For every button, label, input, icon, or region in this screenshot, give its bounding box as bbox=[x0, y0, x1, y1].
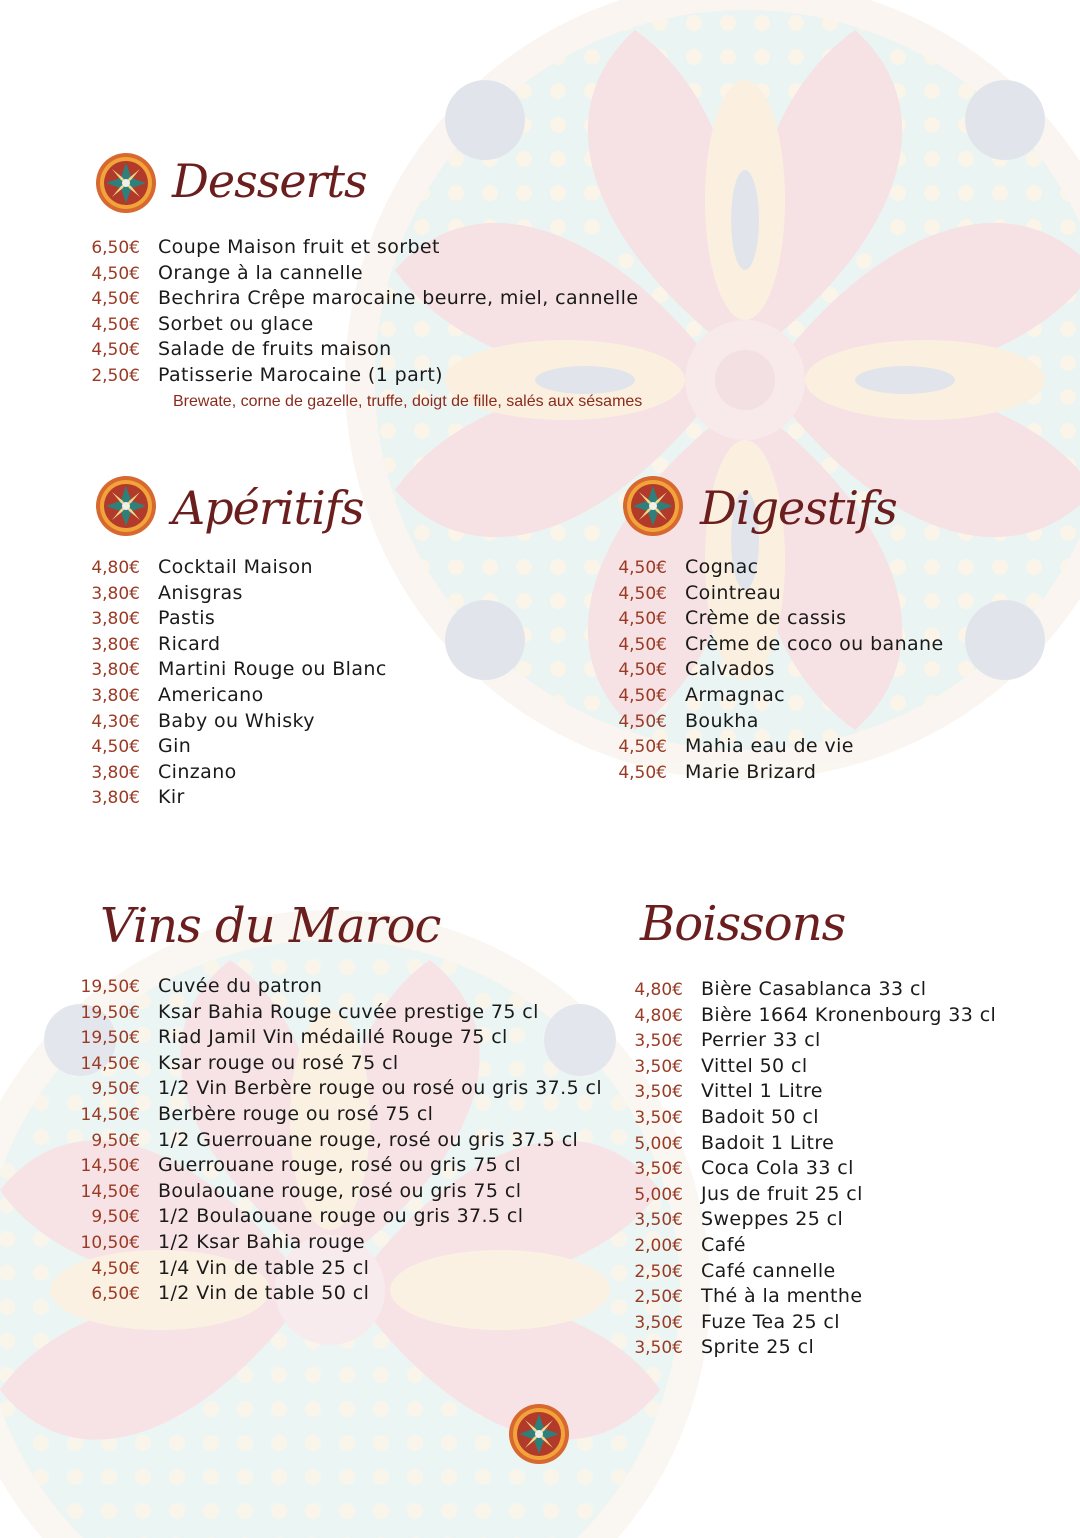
list-item bbox=[0, 364, 638, 390]
item-price: 14,50€ bbox=[80, 1104, 140, 1125]
item-name: Bechrira Crêpe marocaine beurre, miel, cannelle bbox=[158, 287, 639, 310]
item-price: 4,50€ bbox=[91, 737, 140, 758]
item-name: Patisserie Marocaine (1 part) bbox=[158, 363, 443, 386]
item-price: 19,50€ bbox=[80, 977, 140, 997]
list-item bbox=[527, 607, 944, 633]
item-name: Crème de coco ou banane bbox=[685, 632, 944, 655]
item-price: 9,50€ bbox=[91, 1130, 140, 1151]
list-item bbox=[527, 633, 944, 659]
list-item bbox=[0, 1129, 602, 1155]
item-price: 2,50€ bbox=[634, 1287, 683, 1308]
item-name: Sorbet ou glace bbox=[158, 312, 314, 335]
item-name: Boukha bbox=[685, 709, 759, 732]
item-price: 3,50€ bbox=[634, 1107, 683, 1128]
item-price: 3,50€ bbox=[634, 1056, 683, 1077]
item-name: Vittel 50 cl bbox=[701, 1054, 808, 1077]
item-name: Cocktail Maison bbox=[158, 556, 313, 578]
list-item bbox=[527, 556, 944, 582]
list-item bbox=[543, 1311, 996, 1337]
item-price: 3,50€ bbox=[634, 1031, 683, 1052]
boissons-title: Boissons bbox=[640, 896, 846, 952]
list-item bbox=[0, 761, 387, 787]
list-item bbox=[543, 1106, 996, 1132]
list-item bbox=[527, 684, 944, 710]
list-item bbox=[543, 1285, 996, 1311]
item-price: 6,50€ bbox=[91, 1284, 140, 1305]
item-name: Coupe Maison fruit et sorbet bbox=[158, 236, 440, 258]
list-item bbox=[543, 1183, 996, 1209]
item-name: Badoit 50 cl bbox=[701, 1105, 819, 1128]
list-item bbox=[0, 1077, 602, 1103]
aperitifs-list bbox=[0, 556, 387, 812]
vins-title: Vins du Maroc bbox=[100, 898, 441, 954]
item-name: Thé à la menthe bbox=[701, 1285, 863, 1308]
item-name: Marie Brizard bbox=[685, 760, 817, 783]
item-name: Coca Cola 33 cl bbox=[701, 1157, 854, 1180]
item-name: 1/2 Vin de table 50 cl bbox=[158, 1282, 370, 1305]
list-item bbox=[0, 1103, 602, 1129]
item-name: Americano bbox=[158, 683, 264, 706]
item-price: 5,00€ bbox=[634, 1133, 683, 1154]
list-item bbox=[0, 1282, 602, 1308]
item-name: Berbère rouge ou rosé 75 cl bbox=[158, 1102, 434, 1125]
item-price: 6,50€ bbox=[91, 238, 140, 258]
list-item bbox=[0, 1231, 602, 1257]
item-name: 1/4 Vin de table 25 cl bbox=[158, 1256, 370, 1279]
digestifs-list bbox=[527, 556, 944, 786]
item-name: Ksar rouge ou rosé 75 cl bbox=[158, 1051, 399, 1074]
item-price: 3,80€ bbox=[91, 762, 140, 783]
item-name: Bière Casablanca 33 cl bbox=[701, 978, 927, 1000]
list-item bbox=[527, 582, 944, 608]
item-name: Cinzano bbox=[158, 760, 237, 783]
item-name: Martini Rouge ou Blanc bbox=[158, 658, 387, 681]
item-price: 2,00€ bbox=[634, 1235, 683, 1256]
desserts-note: Brewate, corne de gazelle, truffe, doigt de fille, salés aux sésames bbox=[173, 393, 643, 410]
item-name: 1/2 Boulaouane rouge ou gris 37.5 cl bbox=[158, 1205, 524, 1228]
list-item bbox=[0, 556, 387, 582]
item-price: 5,00€ bbox=[634, 1184, 683, 1205]
item-price: 4,50€ bbox=[91, 314, 140, 335]
item-price: 4,50€ bbox=[618, 711, 667, 732]
item-name: Jus de fruit 25 cl bbox=[701, 1182, 863, 1205]
item-name: Crème de cassis bbox=[685, 607, 847, 630]
item-price: 4,50€ bbox=[618, 558, 667, 578]
item-price: 4,50€ bbox=[618, 634, 667, 655]
list-item bbox=[0, 607, 387, 633]
item-name: Gin bbox=[158, 735, 192, 758]
item-price: 4,80€ bbox=[634, 1005, 683, 1026]
item-price: 4,50€ bbox=[618, 685, 667, 706]
item-price: 4,50€ bbox=[91, 1258, 140, 1279]
list-item bbox=[0, 287, 638, 313]
list-item bbox=[0, 658, 387, 684]
item-name: Fuze Tea 25 cl bbox=[701, 1310, 840, 1333]
list-item bbox=[0, 1052, 602, 1078]
item-name: Café cannelle bbox=[701, 1259, 836, 1282]
list-item bbox=[0, 1180, 602, 1206]
item-price: 3,50€ bbox=[634, 1159, 683, 1180]
list-item bbox=[527, 658, 944, 684]
item-name: Kir bbox=[158, 786, 185, 809]
list-item bbox=[0, 313, 638, 339]
item-price: 3,50€ bbox=[634, 1082, 683, 1103]
item-price: 3,80€ bbox=[91, 609, 140, 630]
item-price: 19,50€ bbox=[80, 1002, 140, 1023]
item-name: Sweppes 25 cl bbox=[701, 1208, 844, 1231]
list-item bbox=[543, 1208, 996, 1234]
item-price: 3,50€ bbox=[634, 1338, 683, 1359]
boissons-list bbox=[543, 978, 996, 1362]
item-name: Vittel 1 Litre bbox=[701, 1080, 823, 1103]
mandala-medallion-icon bbox=[95, 475, 157, 537]
list-item bbox=[543, 1080, 996, 1106]
item-name: Cuvée du patron bbox=[158, 975, 323, 997]
item-name: 1/2 Guerrouane rouge, rosé ou gris 37.5 cl bbox=[158, 1128, 579, 1151]
list-item bbox=[0, 1257, 602, 1283]
item-price: 3,50€ bbox=[634, 1312, 683, 1333]
item-name: Orange à la cannelle bbox=[158, 261, 363, 284]
list-item bbox=[543, 978, 996, 1004]
list-item bbox=[543, 1157, 996, 1183]
item-name: Ricard bbox=[158, 632, 221, 655]
item-price: 3,50€ bbox=[634, 1210, 683, 1231]
mandala-medallion-icon bbox=[95, 152, 157, 214]
list-item bbox=[0, 786, 387, 812]
item-price: 4,50€ bbox=[91, 289, 140, 310]
item-price: 4,50€ bbox=[618, 660, 667, 681]
item-price: 4,80€ bbox=[634, 980, 683, 1000]
item-price: 10,50€ bbox=[80, 1232, 140, 1253]
list-item bbox=[0, 1001, 602, 1027]
list-item bbox=[0, 735, 387, 761]
item-price: 3,80€ bbox=[91, 685, 140, 706]
item-name: Café bbox=[701, 1233, 746, 1256]
list-item bbox=[543, 1260, 996, 1286]
item-price: 4,50€ bbox=[91, 340, 140, 361]
item-name: Calvados bbox=[685, 658, 775, 681]
item-name: Sprite 25 cl bbox=[701, 1336, 815, 1359]
list-item bbox=[0, 1026, 602, 1052]
vins-list bbox=[0, 975, 602, 1308]
list-item bbox=[0, 338, 638, 364]
list-item bbox=[0, 684, 387, 710]
item-price: 3,80€ bbox=[91, 583, 140, 604]
item-price: 3,80€ bbox=[91, 788, 140, 809]
item-price: 4,50€ bbox=[618, 609, 667, 630]
item-price: 4,50€ bbox=[618, 737, 667, 758]
item-name: Baby ou Whisky bbox=[158, 709, 315, 732]
item-price: 3,80€ bbox=[91, 660, 140, 681]
list-item bbox=[543, 1234, 996, 1260]
item-name: 1/2 Ksar Bahia rouge bbox=[158, 1230, 365, 1253]
item-price: 2,50€ bbox=[91, 365, 140, 386]
list-item bbox=[0, 710, 387, 736]
item-name: Cognac bbox=[685, 556, 759, 578]
item-name: Guerrouane rouge, rosé ou gris 75 cl bbox=[158, 1154, 522, 1177]
item-price: 19,50€ bbox=[80, 1028, 140, 1049]
aperitifs-title: Apéritifs bbox=[172, 481, 364, 535]
list-item bbox=[0, 1205, 602, 1231]
list-item bbox=[527, 735, 944, 761]
item-price: 14,50€ bbox=[80, 1053, 140, 1074]
list-item bbox=[0, 1154, 602, 1180]
item-name: Riad Jamil Vin médaillé Rouge 75 cl bbox=[158, 1026, 508, 1049]
item-price: 3,80€ bbox=[91, 634, 140, 655]
list-item bbox=[0, 236, 638, 262]
mandala-medallion-icon bbox=[508, 1403, 570, 1465]
item-price: 4,30€ bbox=[91, 711, 140, 732]
item-name: Mahia eau de vie bbox=[685, 735, 854, 758]
list-item bbox=[543, 1055, 996, 1081]
item-price: 4,80€ bbox=[91, 558, 140, 578]
item-name: Perrier 33 cl bbox=[701, 1029, 821, 1052]
item-price: 9,50€ bbox=[91, 1079, 140, 1100]
item-name: Cointreau bbox=[685, 581, 782, 604]
item-price: 9,50€ bbox=[91, 1207, 140, 1228]
list-item bbox=[0, 582, 387, 608]
list-item bbox=[0, 633, 387, 659]
list-item bbox=[527, 761, 944, 787]
digestifs-title: Digestifs bbox=[700, 481, 897, 535]
list-item bbox=[543, 1132, 996, 1158]
item-price: 14,50€ bbox=[80, 1181, 140, 1202]
list-item bbox=[543, 1029, 996, 1055]
list-item bbox=[543, 1004, 996, 1030]
item-price: 4,50€ bbox=[91, 263, 140, 284]
item-price: 4,50€ bbox=[618, 583, 667, 604]
item-name: Armagnac bbox=[685, 683, 786, 706]
item-name: 1/2 Vin Berbère rouge ou rosé ou gris 37.5 cl bbox=[158, 1077, 603, 1100]
item-name: Badoit 1 Litre bbox=[701, 1131, 835, 1154]
item-name: Salade de fruits maison bbox=[158, 338, 392, 361]
item-price: 4,50€ bbox=[618, 762, 667, 783]
item-name: Pastis bbox=[158, 607, 216, 630]
desserts-list bbox=[0, 236, 638, 390]
item-price: 2,50€ bbox=[634, 1261, 683, 1282]
desserts-title: Desserts bbox=[172, 154, 367, 208]
item-name: Boulaouane rouge, rosé ou gris 75 cl bbox=[158, 1179, 522, 1202]
item-name: Bière 1664 Kronenbourg 33 cl bbox=[701, 1003, 997, 1026]
list-item bbox=[0, 975, 602, 1001]
list-item bbox=[527, 710, 944, 736]
mandala-medallion-icon bbox=[622, 475, 684, 537]
item-name: Anisgras bbox=[158, 581, 243, 604]
list-item bbox=[543, 1336, 996, 1362]
list-item bbox=[0, 262, 638, 288]
item-name: Ksar Bahia Rouge cuvée prestige 75 cl bbox=[158, 1000, 539, 1023]
item-price: 14,50€ bbox=[80, 1156, 140, 1177]
